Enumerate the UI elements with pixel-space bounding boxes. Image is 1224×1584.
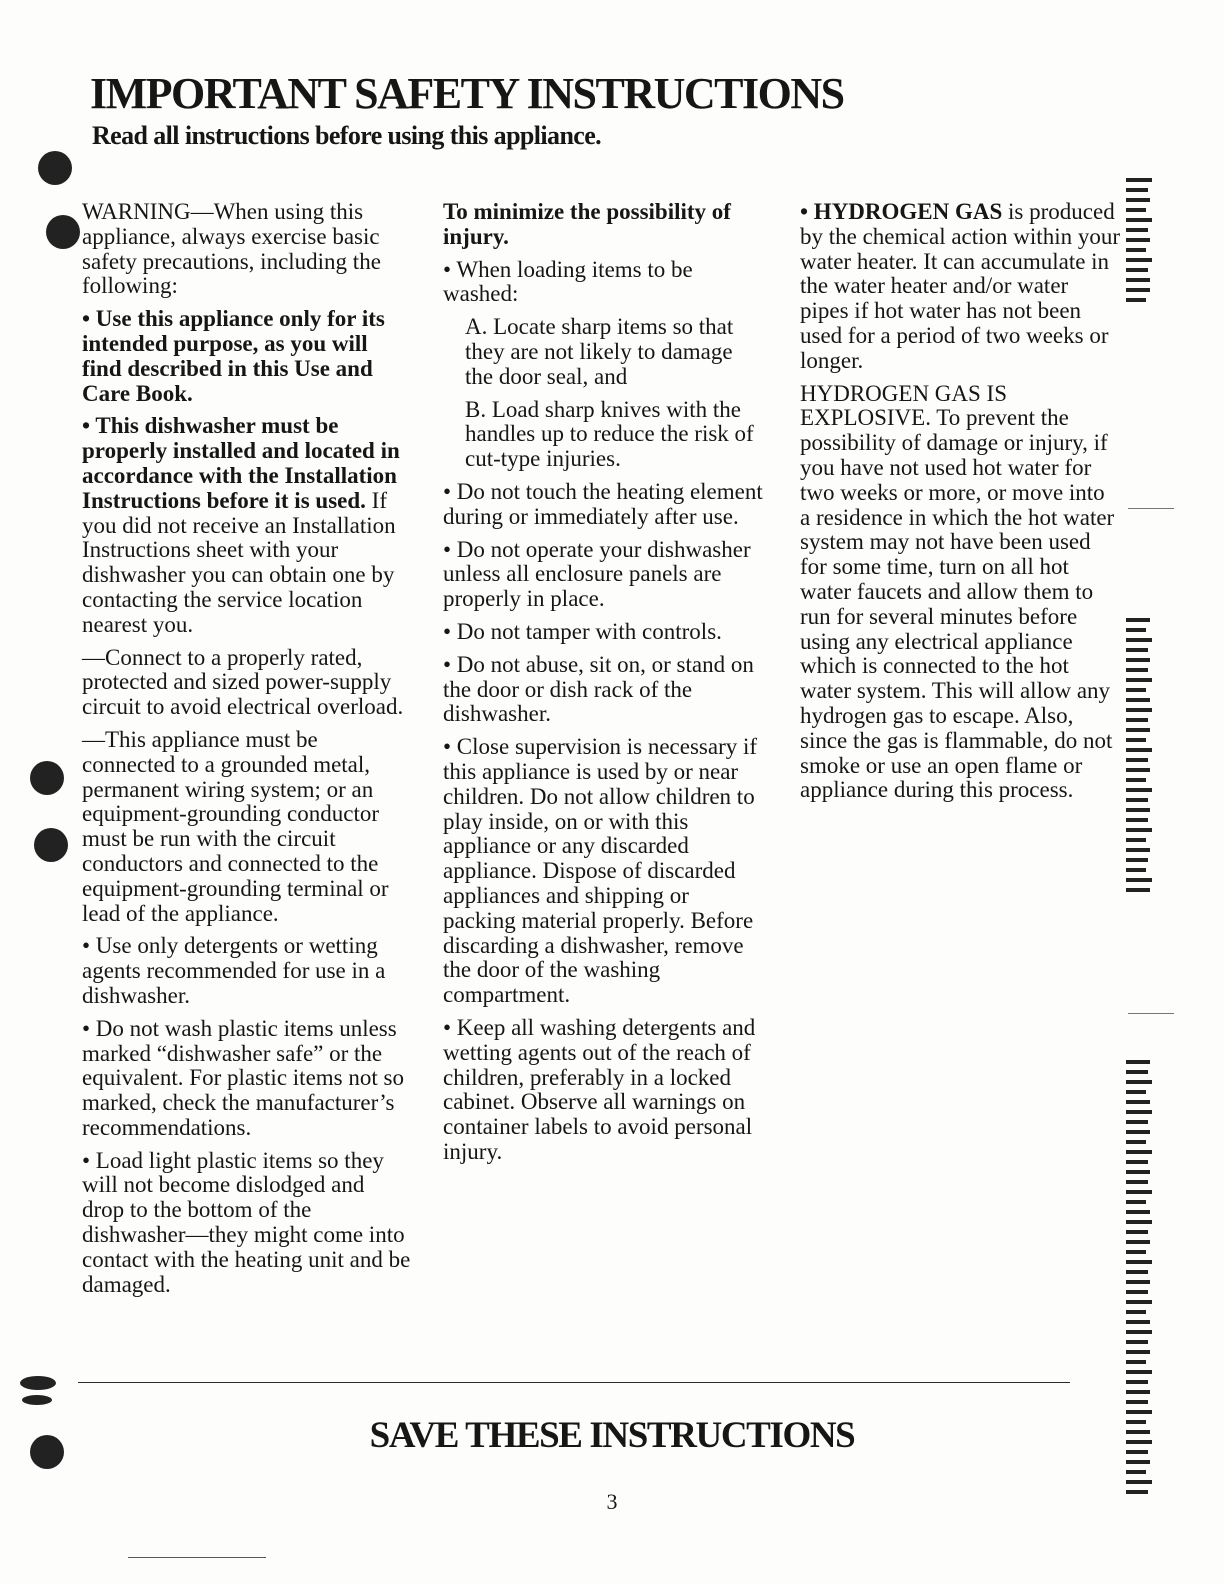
safety-item: • Use only detergents or wetting agents recommended for use in a dishwasher. [82,933,386,1008]
binder-hole [20,1376,56,1390]
page-title: IMPORTANT SAFETY INSTRUCTIONS [90,69,844,118]
explosive-warning: HYDROGEN GAS IS EXPLOSIVE. To prevent the possibility of damage or injury, if you have not used hot water for two weeks or more, or move into a residence in which the hot water system may not have been used for some time, turn on all hot water faucets and allow them to run for several minutes before using any electrical appliance which is connected to the hot water system. This will allow any hydrogen gas to escape. Also, since the gas is flammable, do not smoke or use an open flame or appliance during this process. [800,380,1115,803]
safety-item: • Do not abuse, sit on, or stand on the door or dish rack of the dishwasher. [443,651,754,727]
hydrogen-lead: • HYDROGEN GAS [800,199,1003,224]
save-instructions-heading: SAVE THESE INSTRUCTIONS [369,1415,855,1456]
safety-item: • Load light plastic items so they will not become dislodged and drop to the bottom of the dishwasher—they might come into contact with the heating unit and be damaged. [82,1147,411,1297]
left-column [82,200,412,1305]
hydrogen-warning [800,200,1120,374]
binder-hole [38,151,72,185]
binder-hole [22,1395,52,1405]
safety-subitem: A. Locate sharp items so that they are not likely to damage the door seal, and [465,314,734,389]
binder-hole [30,761,64,795]
footer-rule [78,1382,1070,1383]
safety-item: • Use this appliance only for its intended purpose, as you will find described in this Use and Care Book. [82,306,385,406]
safety-item: • When loading items to be washed: [443,256,693,307]
safety-item: • Do not wash plastic items unless marked “dishwasher safe” or the equivalent. For plastic items not so marked, check the manufacturer’s recommendations. [82,1015,404,1140]
safety-item-text: If you did not receive an Installation Instructions sheet with your dishwasher you can obtain one by contacting the service location nearest you. [82,487,396,637]
edge-marks [1126,618,1156,898]
edge-rule [1128,508,1174,509]
warning-intro: WARNING—When using this appliance, always exercise basic safety precautions, including the following: [82,199,381,299]
middle-column [443,200,763,1173]
right-column [800,200,1120,811]
edge-rule [1128,1013,1174,1014]
safety-item: • Keep all washing detergents and wetting agents out of the reach of children, preferably in a locked cabinet. Observe all warnings on container labels to avoid personal injury. [443,1014,756,1164]
safety-item: —This appliance must be connected to a grounded metal, permanent wiring system; or an equipment-grounding conductor must be run with the circuit conductors and connected to the equipment-grounding terminal or lead of the appliance. [82,726,389,926]
edge-marks [1126,178,1156,308]
page-number: 3 [606,1489,618,1514]
safety-item [82,414,412,637]
safety-item-bold: • This dishwasher must be properly installed and located in accordance with the Installation Instructions before it is used. [82,413,400,513]
safety-item: • Do not tamper with controls. [443,618,722,644]
scan-artifact-line [128,1557,266,1558]
safety-subitem: B. Load sharp knives with the handles up to reduce the risk of cut-type injuries. [465,396,754,472]
safety-item: —Connect to a properly rated, protected and sized power-supply circuit to avoid electrical overload. [82,644,404,720]
section-heading: To minimize the possibility of injury. [443,199,731,249]
hydrogen-text: is produced by the chemical action within your water heater. It can accumulate in the water heater and/or water pipes if hot water has not been used for a period of two weeks or longer. [800,199,1120,373]
page-subtitle: Read all instructions before using this appliance. [92,121,602,150]
safety-item: • Do not touch the heating element during or immediately after use. [443,478,763,529]
binder-hole [34,828,68,862]
safety-item: • Do not operate your dishwasher unless all enclosure panels are properly in place. [443,536,751,612]
binder-hole [46,215,80,249]
safety-item: • Close supervision is necessary if this appliance is used by or near children. Do not allow children to play inside, on or with this appliance or any discarded appliance. Dispose of discarded appliances and shipping or packing material properly. Before discarding a dishwasher, remove the door of the washing compartment. [443,734,758,1008]
